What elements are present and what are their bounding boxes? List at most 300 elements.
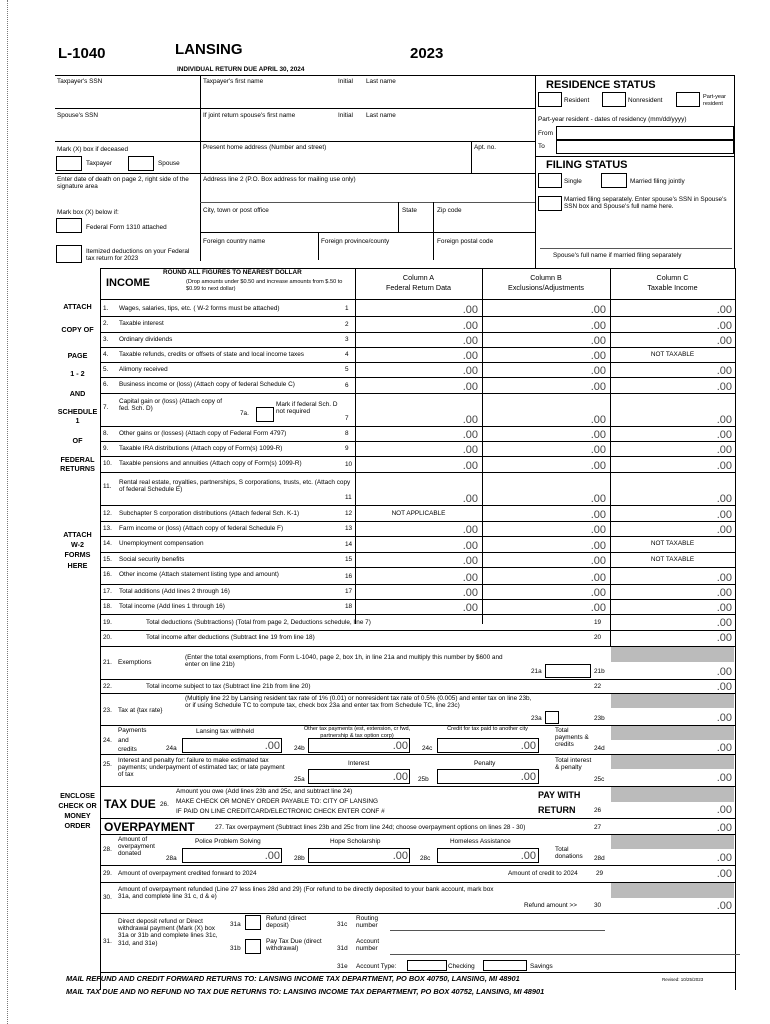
line31b-text: Pay Tax Due (direct withdrawal) — [266, 938, 322, 953]
line-num: 14. — [103, 540, 112, 547]
line24d-label: 24d — [594, 745, 605, 752]
col-c-subtitle: Taxable Income — [647, 283, 698, 292]
spouse-label: Spouse — [158, 160, 180, 167]
line25-shade — [611, 755, 734, 769]
col-b-amount[interactable]: .00 — [590, 493, 606, 505]
line24c-label: 24c — [422, 745, 433, 752]
side-one: 1 — [75, 416, 80, 425]
line27-amount[interactable]: .00 — [716, 822, 732, 834]
line-num: 15. — [103, 556, 112, 563]
line30-ref: 30 — [594, 902, 602, 909]
line-text: Subchapter S corporation distributions (Attach federal Sch. K-1) — [119, 510, 300, 517]
line-num: 2. — [103, 320, 109, 327]
not-applicable-label: NOT APPLICABLE — [391, 510, 446, 517]
line23-num: 23. — [103, 707, 112, 714]
line23-text: Tax at {tax rate} — [118, 707, 163, 714]
line-num: 7. — [103, 404, 109, 411]
spouse-full-name-label: Spouse's full name if married filing separately — [553, 252, 682, 259]
line30-amount[interactable]: .00 — [716, 900, 732, 912]
line26-t3: IF PAID ON LINE CREDITCARD/ELECTRONIC CHECK ENTER CONF # — [176, 808, 385, 815]
line-ref: 2 — [345, 321, 349, 328]
col-b-amount[interactable]: .00 — [590, 429, 606, 441]
line-num: 5. — [103, 366, 109, 373]
line22-amount[interactable]: .00 — [716, 681, 732, 693]
line31b-label: 31b — [230, 945, 241, 952]
line-num: 6. — [103, 381, 109, 388]
line26-t1: Amount you owe (Add lines 23b and 25c, and subtract line 24) — [176, 788, 353, 795]
line19-ref: 19 — [594, 619, 602, 626]
line-ref: 1 — [345, 305, 349, 312]
line29-t2: Amount of credit to 2024 — [508, 870, 578, 877]
line26-shade — [611, 787, 734, 802]
line-ref: 4 — [345, 351, 349, 358]
line-text: Unemployment compensation — [119, 540, 204, 547]
side-schedule: SCHEDULE — [57, 407, 98, 416]
line7a-text: Mark if federal Sch. D not required — [276, 401, 338, 416]
form-id: L-1040 — [58, 45, 106, 62]
side-attach2: ATTACH — [63, 530, 92, 539]
line31d-text: Account number — [356, 938, 380, 953]
line24c-amount[interactable]: .00 — [520, 740, 536, 752]
col-a-amount[interactable]: .00 — [462, 444, 478, 456]
overpayment-title: OVERPAYMENT — [104, 820, 195, 834]
line22-ref: 22 — [594, 683, 602, 690]
line-text: Total income (Add lines 1 through 16) — [119, 603, 225, 610]
line28-h3: Homeless Assistance — [450, 838, 511, 845]
taxpayer-label: Taxpayer — [86, 160, 112, 167]
line23a-label: 23a — [531, 715, 542, 722]
line25-text: Interest and penalty for: failure to make estimated tax payments; underpayment of estimated tax; or late payment of tax — [118, 757, 285, 779]
side-of: OF — [72, 436, 83, 445]
col-c-amount[interactable]: .00 — [716, 335, 732, 347]
line25b-amount[interactable]: .00 — [520, 771, 536, 783]
line-text: Taxable pensions and annuities (Attach copy of Form(s) 1099-R) — [119, 460, 302, 467]
line27-ref: 27 — [594, 824, 602, 831]
col-b-amount[interactable]: .00 — [590, 524, 606, 536]
line23a-checkbox[interactable] — [545, 711, 559, 724]
line-num: 17. — [103, 588, 112, 595]
pay-with-label: PAY WITH — [538, 790, 581, 800]
line25-num: 25. — [103, 761, 112, 768]
line21a-label: 21a — [531, 668, 542, 675]
revised-date: Revised: 10/25/2023 — [662, 977, 704, 982]
line25a-label: 25a — [294, 776, 305, 783]
line25-h3: Total interest & penalty — [555, 757, 592, 772]
col-c-amount[interactable]: .00 — [716, 429, 732, 441]
line28d-amount[interactable]: .00 — [716, 852, 732, 864]
line-text: Other income (Attach statement listing type and amount) — [119, 571, 279, 578]
mfj-label: Married filing jointly — [630, 178, 685, 185]
city-label: City, town or post office — [203, 207, 269, 214]
col-c-amount[interactable]: .00 — [716, 444, 732, 456]
col-b-amount[interactable]: .00 — [590, 587, 606, 599]
col-a-amount[interactable]: .00 — [462, 350, 478, 362]
part-year-checkbox[interactable] — [676, 92, 700, 107]
not-taxable-label: NOT TAXABLE — [650, 556, 695, 563]
mfj-checkbox[interactable] — [601, 173, 627, 188]
col-a-amount[interactable]: .00 — [462, 540, 478, 552]
tax-due-title: TAX DUE — [104, 797, 156, 811]
line24-h2: Other tax payments (est, extension, cr fwd, partnership & tax option corp) — [303, 726, 411, 739]
col-a-amount[interactable]: .00 — [462, 524, 478, 536]
line24a-amount[interactable]: .00 — [264, 740, 280, 752]
col-b-amount[interactable]: .00 — [590, 304, 606, 316]
city-title: LANSING — [175, 41, 243, 58]
line28c-amount[interactable]: .00 — [520, 850, 536, 862]
line22-num: 22. — [103, 683, 112, 690]
col-a-amount[interactable]: .00 — [462, 320, 478, 332]
line-num: 8. — [103, 430, 109, 437]
col-a-amount[interactable]: .00 — [462, 602, 478, 614]
perforation-line — [7, 0, 8, 1024]
not-taxable-label: NOT TAXABLE — [650, 540, 695, 547]
line20-text: Total income after deductions (Subtract line 19 from line 18) — [146, 634, 315, 641]
home-address-label: Present home address (Number and street) — [203, 144, 327, 151]
line-num: 4. — [103, 351, 109, 358]
line21-shade — [611, 647, 734, 662]
line21-num: 21. — [103, 659, 112, 666]
return-label: RETURN — [538, 805, 576, 815]
line25c-amount[interactable]: .00 — [716, 772, 732, 784]
side-page: PAGE — [67, 351, 88, 360]
line21-desc: (Enter the total exemptions, from Form L-1040, page 2, box 1h, in line 21a and multiply this number by $600 and enter on line 21b) — [185, 654, 503, 669]
form1310-checkbox[interactable] — [56, 218, 82, 233]
residence-title: RESIDENCE STATUS — [546, 79, 656, 91]
line7a-checkbox[interactable] — [256, 407, 274, 422]
line-num: 12. — [103, 510, 112, 517]
line31-text: Direct deposit refund or Direct withdrawal payment (Mark (X) box 31a or 31b and complete lines 31c, 31d, and 31e) — [118, 918, 218, 947]
line28a-amount[interactable]: .00 — [264, 850, 280, 862]
line-text: Taxable IRA distributions (Attach copy of Form(s) 1099-R) — [119, 445, 283, 452]
line19-text: Total deductions (Subtractions) (Total from page 2, Deductions schedule, line 7) — [146, 619, 371, 626]
col-c-amount[interactable]: .00 — [716, 304, 732, 316]
taxpayer-deceased-checkbox[interactable] — [56, 156, 82, 171]
line28b-amount[interactable]: .00 — [392, 850, 408, 862]
side-one-two: 1 - 2 — [70, 369, 85, 378]
side-order: ORDER — [64, 821, 91, 830]
round-note: ROUND ALL FIGURES TO NEAREST DOLLAR — [163, 269, 302, 276]
col-c-amount[interactable]: .00 — [716, 572, 732, 584]
line-text: Alimony received — [119, 366, 168, 373]
line-text: Other gains or (losses) (Attach copy of Federal Form 4797) — [119, 430, 287, 437]
line24-h3: Credit for tax paid to another city — [447, 726, 528, 732]
line23b-amount[interactable]: .00 — [716, 712, 732, 724]
line-text: Ordinary dividends — [119, 336, 173, 343]
line28-h4: Total donations — [555, 846, 583, 861]
line-text: Rental real estate, royalties, partnerships, S corporations, trusts, etc. (Attach copy of federal Schedule E) — [119, 479, 351, 494]
line28-text: Amount of overpayment donated — [118, 836, 155, 858]
col-a-amount[interactable]: .00 — [462, 572, 478, 584]
col-c-amount[interactable]: .00 — [716, 320, 732, 332]
line-ref: 12 — [345, 510, 353, 517]
line-ref: 5 — [345, 366, 349, 373]
line31d-label: 31d — [337, 945, 348, 952]
col-c-amount[interactable]: .00 — [716, 365, 732, 377]
col-b-amount[interactable]: .00 — [590, 572, 606, 584]
line24-shade — [611, 726, 734, 740]
line-text: Farm income or (loss) (Attach copy of federal Schedule F) — [119, 525, 284, 532]
line-num: 10. — [103, 460, 112, 467]
line30-t2: Refund amount >> — [524, 902, 577, 909]
col-c-amount[interactable]: .00 — [716, 493, 732, 505]
line26-amount[interactable]: .00 — [716, 804, 732, 816]
col-a-amount[interactable]: .00 — [462, 493, 478, 505]
col-c-amount[interactable]: .00 — [716, 460, 732, 472]
col-b-amount[interactable]: .00 — [590, 414, 606, 426]
col-b-amount[interactable]: .00 — [590, 335, 606, 347]
col-a-amount[interactable]: .00 — [462, 429, 478, 441]
line23b-label: 23b — [594, 715, 605, 722]
side-returns: RETURNS — [60, 464, 95, 473]
line-num: 11. — [103, 483, 112, 490]
first-name-label: Taxpayer's first name — [203, 78, 264, 85]
spouse-first-label: If joint return spouse's first name — [203, 112, 296, 119]
line-num: 3. — [103, 336, 109, 343]
line24-h4: Total payments & credits — [555, 727, 589, 749]
state-label: State — [402, 207, 417, 214]
line-ref: 6 — [345, 382, 349, 389]
col-b-amount[interactable]: .00 — [590, 509, 606, 521]
spouse-ssn-label: Spouse's SSN — [57, 112, 99, 119]
itemized-label: Itemized deductions on your Federal tax return for 2023 — [86, 248, 190, 263]
line-ref: 17 — [345, 588, 353, 595]
line-ref: 16 — [345, 573, 353, 580]
single-label: Single — [564, 178, 582, 185]
col-b-amount[interactable]: .00 — [590, 555, 606, 567]
line-num: 1. — [103, 305, 109, 312]
from-date-field[interactable] — [556, 126, 734, 140]
line29-num: 29. — [103, 870, 112, 877]
col-b-amount[interactable]: .00 — [590, 602, 606, 614]
line25a-amount[interactable]: .00 — [392, 771, 408, 783]
line-text: Taxable refunds, credits or offsets of state and local income taxes — [119, 351, 304, 358]
col-a-amount[interactable]: .00 — [462, 381, 478, 393]
line-ref: 11 — [345, 494, 352, 501]
side-check-or: CHECK OR — [58, 801, 97, 810]
part-year-dates-label: Part-year resident - dates of residency (mm/dd/yyyy) — [538, 116, 687, 123]
line-ref: 8 — [345, 430, 349, 437]
mfs-label: Married filing separately. Enter spouse's SSN in Spouse's SSN box and Spouse's full name here. — [564, 196, 727, 211]
side-enclose: ENCLOSE — [60, 791, 95, 800]
line-text: Total additions (Add lines 2 through 16) — [119, 588, 230, 595]
side-forms: FORMS — [64, 550, 91, 559]
line25-h2: Penalty — [474, 760, 496, 767]
line-text: Business income or (loss) (Attach copy of federal Schedule C) — [119, 381, 295, 388]
col-b-amount[interactable]: .00 — [590, 381, 606, 393]
line21a-field[interactable] — [545, 664, 591, 678]
last-name2-label: Last name — [366, 112, 396, 119]
line31c-text: Routing number — [356, 915, 379, 930]
line-ref: 9 — [345, 445, 349, 452]
address2-label: Address line 2 (P.O. Box address for mailing use only) — [203, 176, 356, 183]
line28-h1: Police Problem Solving — [195, 838, 261, 845]
line31b-checkbox[interactable] — [245, 939, 261, 954]
line21-text: Exemptions — [118, 659, 152, 666]
line31a-label: 31a — [230, 921, 241, 928]
line28d-label: 28d — [594, 855, 605, 862]
line23-desc: (Multiply line 22 by Lansing resident tax rate of 1% (0.01) or nonresident tax rate of 0.5% (0.005) and enter tax on line 23b, or if using Schedule TC to compute tax, check box 23a and enter tax from Schedule TC, line 23c) — [185, 695, 532, 710]
not-taxable-label: NOT TAXABLE — [650, 351, 695, 358]
tax-year: 2023 — [410, 45, 444, 62]
line-ref: 15 — [345, 556, 353, 563]
line28-h2: Hope Scholarship — [330, 838, 381, 845]
line24d-amount[interactable]: .00 — [716, 742, 732, 754]
line-text: Capital gain or (loss) (Attach copy of fed. Sch. D) — [119, 398, 223, 413]
line31e-text: Account Type: — [356, 963, 397, 970]
resident-label: Resident — [564, 97, 590, 104]
line29-amount[interactable]: .00 — [716, 868, 732, 880]
line21b-label: 21b — [594, 668, 605, 675]
line31a-checkbox[interactable] — [245, 915, 261, 930]
itemized-checkbox[interactable] — [56, 245, 82, 263]
to-date-field[interactable] — [556, 140, 734, 154]
col-b-amount[interactable]: .00 — [590, 460, 606, 472]
account-type-field[interactable] — [407, 960, 447, 971]
col-b-amount[interactable]: .00 — [590, 320, 606, 332]
col-b-amount[interactable]: .00 — [590, 365, 606, 377]
part-year-label: Part-year resident — [703, 94, 727, 107]
mfs-checkbox[interactable] — [538, 196, 562, 211]
line19-amount[interactable]: .00 — [716, 617, 732, 629]
line-num: 13. — [103, 525, 112, 532]
col-a-subtitle: Federal Return Data — [385, 283, 452, 292]
line24-payments: Payments — [118, 727, 147, 734]
line31e-label: 31e — [337, 963, 348, 970]
footer-line1: MAIL REFUND AND CREDIT FORWARD RETURNS TO: LANSING INCOME TAX DEPARTMENT, PO BOX 40750, LANSING, MI 48901 — [66, 974, 520, 983]
footer-line2: MAIL TAX DUE AND NO REFUND NO TAX DUE RETURNS TO: LANSING INCOME TAX DEPARTMENT, PO BOX 40752, LANSING, MI 48901 — [66, 987, 545, 996]
nonresident-checkbox[interactable] — [602, 92, 626, 107]
col-b-title: Column B — [530, 273, 562, 282]
line28c-label: 28c — [420, 855, 431, 862]
nonresident-label: Nonresident — [628, 97, 663, 104]
col-a-amount[interactable]: .00 — [462, 304, 478, 316]
col-b-amount[interactable]: .00 — [590, 540, 606, 552]
line20-ref: 20 — [594, 634, 602, 641]
line26-num: 26. — [160, 801, 169, 808]
col-c-amount[interactable]: .00 — [716, 602, 732, 614]
initial-label: Initial — [338, 78, 353, 85]
apt-label: Apt. no. — [474, 144, 497, 151]
line31a-text: Refund (direct deposit) — [266, 915, 307, 930]
line21b-amount[interactable]: .00 — [716, 666, 732, 678]
line24-h1: Lansing tax withheld — [196, 728, 254, 735]
initial2-label: Initial — [338, 112, 353, 119]
line-ref: 18 — [345, 603, 353, 610]
line-num: 16. — [103, 571, 112, 578]
line25b-label: 25b — [418, 776, 429, 783]
side-federal: FEDERAL — [60, 455, 95, 464]
line-text: Taxable interest — [119, 320, 164, 327]
col-c-amount[interactable]: .00 — [716, 509, 732, 521]
side-money: MONEY — [64, 811, 91, 820]
mark-below-label: Mark box (X) below if: — [57, 209, 119, 216]
last-name-label: Last name — [366, 78, 396, 85]
filing-title: FILING STATUS — [546, 159, 628, 171]
col-c-amount[interactable]: .00 — [716, 381, 732, 393]
col-a-amount[interactable]: .00 — [462, 335, 478, 347]
to-label: To — [538, 143, 545, 150]
line28-shade — [611, 835, 734, 849]
line20-num: 20. — [103, 634, 112, 641]
line-ref: 10 — [345, 461, 353, 468]
single-checkbox[interactable] — [538, 173, 562, 188]
col-a-amount[interactable]: .00 — [462, 460, 478, 472]
resident-checkbox[interactable] — [538, 92, 562, 107]
foreign-country-label: Foreign country name — [203, 238, 266, 245]
mark-deceased-label: Mark (X) box if deceased — [57, 146, 129, 153]
col-a-amount[interactable]: .00 — [462, 555, 478, 567]
foreign-province-label: Foreign province/county — [321, 238, 390, 245]
side-w2: W-2 — [70, 540, 85, 549]
checking-label: Checking — [448, 963, 475, 970]
drop-note: (Drop amounts under $0.50 and increase amounts from $.50 to $0.99 to next dollar) — [186, 279, 343, 292]
col-a-title: Column A — [402, 273, 435, 282]
line31-num: 31. — [103, 938, 112, 945]
checking-checkbox[interactable] — [483, 960, 527, 971]
line24-and: and — [118, 737, 129, 744]
line24a-label: 24a — [166, 745, 177, 752]
line-num: 18. — [103, 603, 112, 610]
spouse-deceased-checkbox[interactable] — [128, 156, 154, 171]
col-b-amount[interactable]: .00 — [590, 350, 606, 362]
line24b-amount[interactable]: .00 — [392, 740, 408, 752]
savings-label: Savings — [530, 963, 553, 970]
col-c-title: Column C — [656, 273, 689, 282]
line26-t2: MAKE CHECK OR MONEY ORDER PAYABLE TO: CITY OF LANSING — [176, 798, 378, 805]
line-num: 9. — [103, 445, 109, 452]
line25c-label: 25c — [594, 776, 605, 783]
line22-text: Total income subject to tax (Subtract line 21b from line 20) — [146, 683, 311, 690]
line29-ref: 29 — [596, 870, 604, 877]
side-copy-of: COPY OF — [61, 325, 94, 334]
form1310-label: Federal Form 1310 attached — [86, 224, 167, 231]
side-and: AND — [69, 389, 86, 398]
line24b-label: 24b — [294, 745, 305, 752]
line7a-label: 7a. — [240, 410, 249, 417]
line31c-label: 31c — [337, 921, 348, 928]
col-c-amount[interactable]: .00 — [716, 587, 732, 599]
col-c-amount[interactable]: .00 — [716, 524, 732, 536]
income-title: INCOME — [106, 277, 150, 289]
line20-amount[interactable]: .00 — [716, 632, 732, 644]
col-a-amount[interactable]: .00 — [462, 365, 478, 377]
line25-h1: Interest — [348, 760, 370, 767]
line28a-label: 28a — [166, 855, 177, 862]
line24-num: 24. — [103, 737, 112, 744]
line28b-label: 28b — [294, 855, 305, 862]
line-ref: 13 — [345, 525, 353, 532]
line-ref: 14 — [345, 541, 353, 548]
side-here: HERE — [67, 561, 88, 570]
line30-shade — [611, 883, 734, 898]
due-date: INDIVIDUAL RETURN DUE APRIL 30, 2024 — [177, 66, 305, 73]
line-text: Wages, salaries, tips, etc. ( W-2 forms must be attached) — [119, 305, 280, 312]
col-a-amount[interactable]: .00 — [462, 414, 478, 426]
col-b-amount[interactable]: .00 — [590, 444, 606, 456]
date-death-note: Enter date of death on page 2, right side of the signature area — [57, 176, 189, 191]
col-b-subtitle: Exclusions/Adjustments — [508, 283, 584, 292]
line27-text: 27. Tax overpayment (Subtract lines 23b and 25c from line 24d; choose overpayment options on lines 28 - 30) — [215, 824, 526, 831]
line26-ref: 26 — [594, 807, 602, 814]
line23-shade — [611, 694, 734, 708]
line29-text: Amount of overpayment credited forward to 2024 — [118, 870, 257, 877]
col-c-amount[interactable]: .00 — [716, 414, 732, 426]
col-a-amount[interactable]: .00 — [462, 587, 478, 599]
zip-label: Zip code — [437, 207, 462, 214]
line24-credits: credits — [118, 746, 137, 753]
line19-num: 19. — [103, 619, 112, 626]
side-attach: ATTACH — [63, 302, 92, 311]
